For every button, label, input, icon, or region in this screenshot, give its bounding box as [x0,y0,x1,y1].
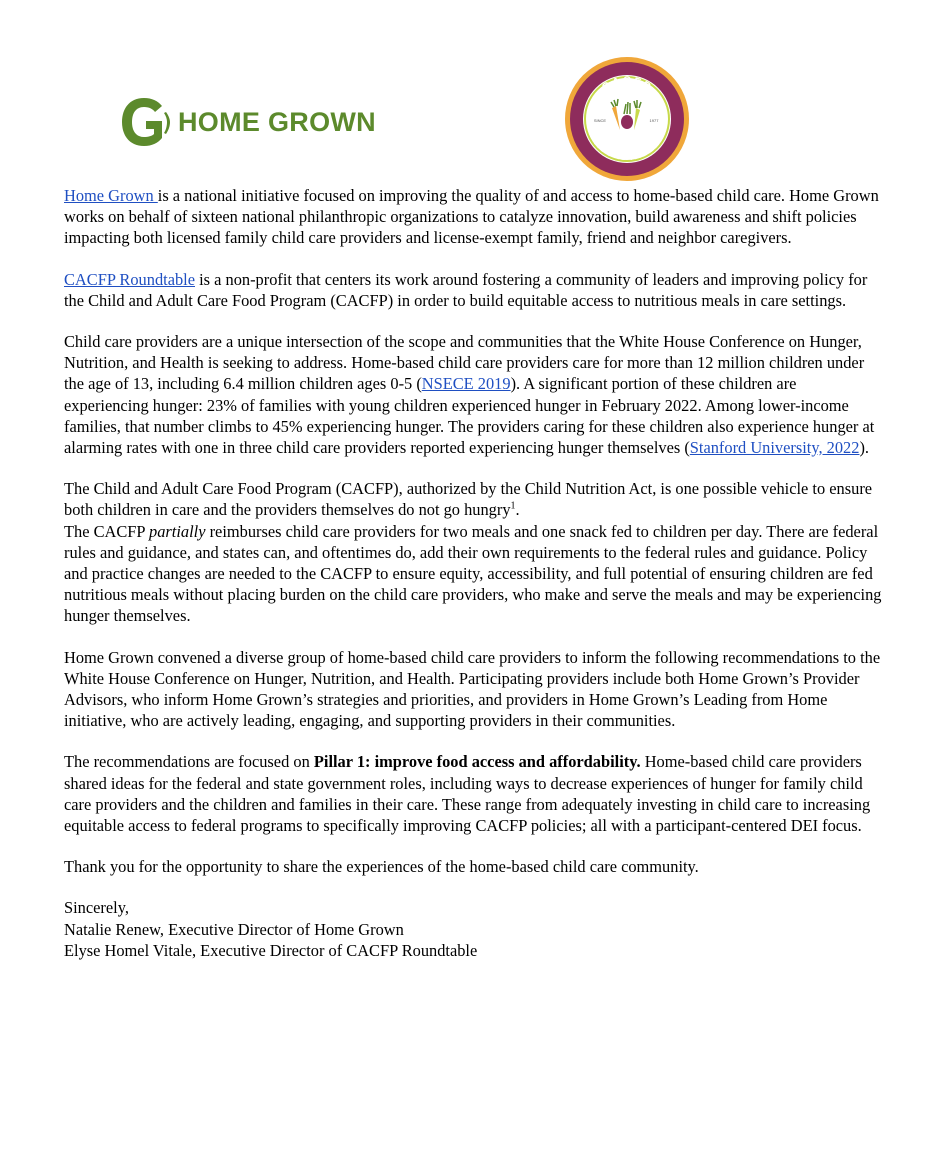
paragraph-text: reimburses child care providers for two meals and one snack fed to children per day. There are federal rules and guidance, and states can, and oftentimes do, add their own requirements to the federal rules and guidance. Policy and practice changes are needed to the CACFP to ensure equity, accessibility, and full potential of ensuring children are fed nutritious meals without placing burden on the child care providers, who make and serve the meals and may be experiencing hunger themselves. [64,521,882,626]
cacfp-roundtable-logo [564,56,690,182]
paragraph-text: Home Grown convened a diverse group of home-based child care providers to inform the following recommendations to the White House Conference on Hunger, Nutrition, and Health. Participating providers include both Home Grown’s Provider Advisors, who inform Home Grown’s strategies and priorities, and providers in Home Grown’s Leading from Home initiative, who are actively leading, engaging, and supporting providers in their communities. [64,647,881,731]
paragraph-text: ). A significant portion of these children are experiencing hunger: 23% of families with young children experienced hunger in February 2022. Among lower-income families, that number climbs to 45% experiencing hunger. The providers caring for these children also experience hunger at alarming rates with one in three child care providers reported experiencing hunger themselves ( [64,374,875,458]
cacfp-bottom-text: ROUNDTABLE [592,137,662,163]
cacfp-since-text: SINCE [593,118,607,123]
home-grown-link[interactable]: Home Grown [64,186,158,205]
paragraph-child-care-hunger [64,331,884,458]
paragraph-text: ). [859,438,870,458]
paragraph-recommendations [64,751,884,836]
pillar-heading: Pillar 1: improve food access and affordability. [313,752,641,772]
letter-body [64,185,884,961]
home-grown-logo [118,92,376,152]
paragraph-text: Home-based child care providers shared ideas for the federal and state government roles, including ways to decrease experiences of hunger for family child care providers and the children and families in their care. These range from adequately investing in child care to increasing equitable access to federal programs to specifically improving CACFP policies; all with a participant-centered DEI focus. [64,752,871,836]
paragraph-text: The recommendations are focused on [64,752,314,772]
paragraph-text: The Child and Adult Care Food Program (CACFP), authorized by the Child Nutrition Act, is one possible vehicle to ensure both children in care and the providers themselves do not go hungry [64,479,873,520]
paragraph-cacfp-intro [64,269,884,311]
home-grown-wordmark: HOME GROWN [178,106,376,137]
closing: Sincerely, [64,898,129,918]
signatory-1: Natalie Renew, Executive Director of Home Grown [64,919,404,939]
paragraph-thank-you [64,856,884,877]
paragraph-home-grown-intro [64,185,884,249]
paragraph-text: is a non-profit that centers its work around fostering a community of leaders and improving policy for the Child and Adult Care Food Program (CACFP) in order to build equitable access to nutritious meals in care settings. [64,269,868,310]
nsece-2019-link[interactable]: NSECE 2019 [421,374,511,394]
footnote-marker[interactable]: 1 [510,500,516,512]
home-grown-mark-icon [118,94,170,150]
signatory-2: Elyse Homel Vitale, Executive Director of CACFP Roundtable [64,940,478,960]
paragraph-text: The CACFP [64,521,150,541]
paragraph-text: is a national initiative focused on improving the quality of and access to home-based child care. Home Grown works on behalf of sixteen national philanthropic organizations to catalyze innovation, build awareness and shift policies impacting both licensed family child care providers and license-exempt family, friend and neighbor caregivers. [64,186,879,248]
italic-emphasis: partially [149,521,206,541]
signature-block [64,897,884,961]
paragraph-providers-convened [64,647,884,732]
cacfp-year-text: 1977 [649,118,659,123]
stanford-university-link[interactable]: Stanford University, 2022 [689,438,860,458]
cacfp-top-text: CACFP [600,74,655,95]
paragraph-text: . [515,500,520,520]
paragraph-cacfp-program [64,478,884,626]
cacfp-roundtable-link[interactable]: CACFP Roundtable [64,269,195,289]
paragraph-text: Thank you for the opportunity to share the experiences of the home-based child care community. [64,857,699,877]
paragraph-text: Child care providers are a unique intersection of the scope and communities that the White House Conference on Hunger, Nutrition, and Health is seeking to address. Home-based child care providers care for more than 12 million children under the age of 13, including 6.4 million children ages 0-5 ( [64,332,865,394]
